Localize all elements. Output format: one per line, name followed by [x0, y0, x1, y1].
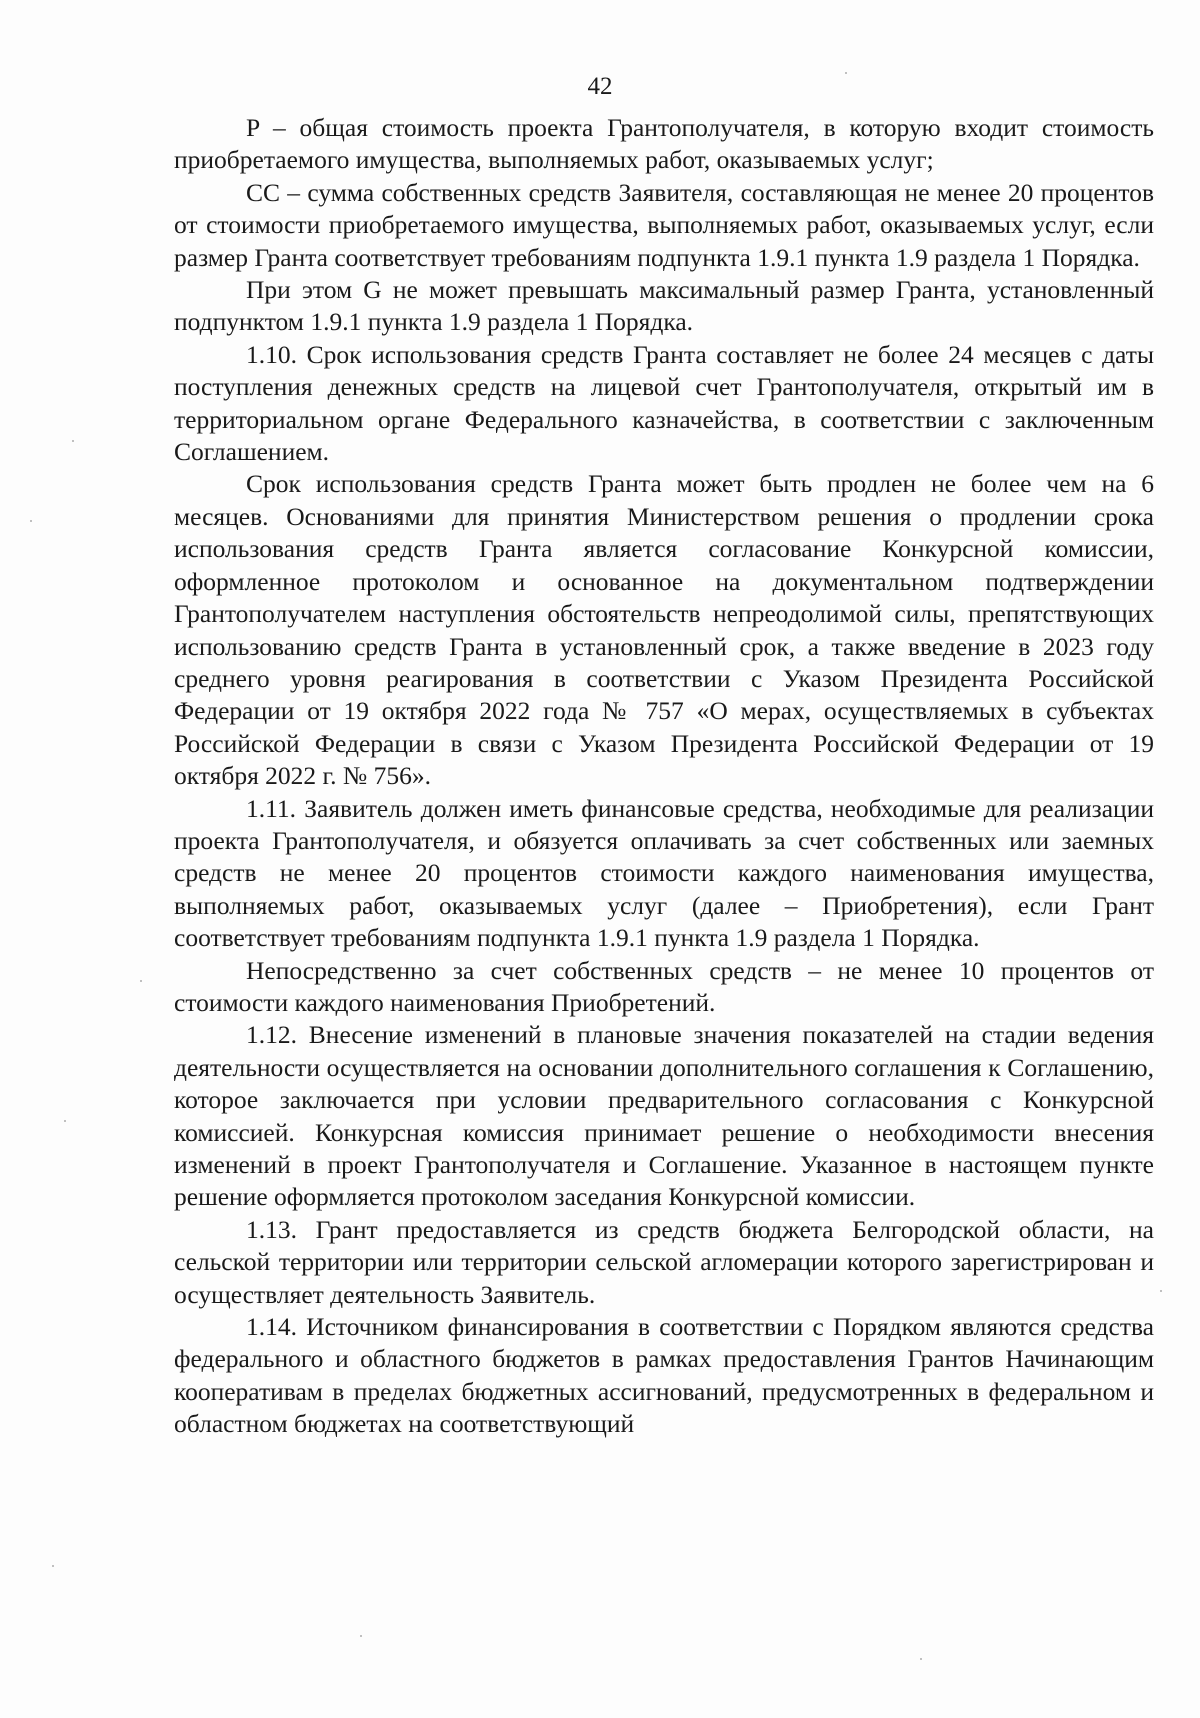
- paragraph-p-definition: P – общая стоимость проекта Грантополучателя, в которую входит стоимость приобретаемого имущества, выполняемых работ, оказываемых услуг;: [174, 113, 1154, 175]
- paragraph-term-extension: Срок использования средств Гранта может быть продлен не более чем на 6 месяцев. Основаниями для принятия Министерством решения о продлении срока использования средств Гранта является согласование Конкурсной комиссии, оформленное протоколом и основанное на документальном подтверждении Грантополучателем наступления обстоятельств непреодолимой силы, препятствующих использованию средств Гранта в установленный срок, а также введение в 2023 году среднего уровня реагирования в соответствии с Указом Президента Российской Федерации от 19 октября 2022 года № 757 «О мерах, осуществляемых в субъектах Российской Федерации в связи с Указом Президента Российской Федерации от 19 октября 2022 г. № 756».: [174, 469, 1154, 791]
- scan-speck: [1160, 1290, 1162, 1292]
- document-body: [174, 112, 1154, 1441]
- paragraph-1-11: 1.11. Заявитель должен иметь финансовые средства, необходимые для реализации проекта Грантополучателя, и обязуется оплачивать за счет собственных или заемных средств не менее 20 процентов стоимости каждого наименования имущества, выполняемых работ, оказываемых услуг (далее – Приобретения), если Грант соответствует требованиям подпункта 1.9.1 пункта 1.9 раздела 1 Порядка.: [174, 793, 1154, 953]
- paragraph-1-10: 1.10. Срок использования средств Гранта составляет не более 24 месяцев с даты поступления денежных средств на лицевой счет Грантополучателя, открытый им в территориальном органе Федерального казначейства, в соответствии с заключенным Соглашением.: [174, 339, 1154, 467]
- scan-speck: [845, 72, 847, 74]
- paragraph-cc-definition: СС – сумма собственных средств Заявителя, составляющая не менее 20 процентов от стоимости приобретаемого имущества, выполняемых работ, оказываемых услуг, если размер Гранта соответствует требованиям подпункта 1.9.1 пункта 1.9 раздела 1 Порядка.: [174, 177, 1154, 272]
- scan-speck: [72, 440, 74, 442]
- scan-speck: [30, 520, 32, 522]
- page-number: 42: [587, 73, 613, 100]
- scan-speck: [920, 1658, 922, 1660]
- scan-speck: [64, 1120, 66, 1122]
- paragraph-own-funds: Непосредственно за счет собственных средств – не менее 10 процентов от стоимости каждого наименования Приобретений.: [174, 955, 1154, 1017]
- paragraph-g-limit: При этом G не может превышать максимальный размер Гранта, установленный подпунктом 1.9.1 пункта 1.9 раздела 1 Порядка.: [174, 275, 1154, 337]
- scan-speck: [140, 980, 142, 982]
- scan-speck: [52, 1565, 54, 1567]
- scan-speck: [360, 1635, 362, 1637]
- paragraph-1-12: 1.12. Внесение изменений в плановые значения показателей на стадии ведения деятельности осуществляется на основании дополнительного соглашения к Соглашению, которое заключается при условии предварительного согласования с Конкурсной комиссией. Конкурсная комиссия принимает решение о необходимости внесения изменений в проект Грантополучателя и Соглашение. Указанное в настоящем пункте решение оформляется протоколом заседания Конкурсной комиссии.: [174, 1020, 1154, 1212]
- paragraph-1-14: 1.14. Источником финансирования в соответствии с Порядком являются средства федерального и областного бюджетов в рамках предоставления Грантов Начинающим кооперативам в пределах бюджетных ассигнований, предусмотренных в федеральном и областном бюджетах на соответствующий: [174, 1312, 1154, 1439]
- paragraph-1-13: 1.13. Грант предоставляется из средств бюджета Белгородской области, на сельской территории или территории сельской агломерации которого зарегистрирован и осуществляет деятельность Заявитель.: [174, 1214, 1154, 1309]
